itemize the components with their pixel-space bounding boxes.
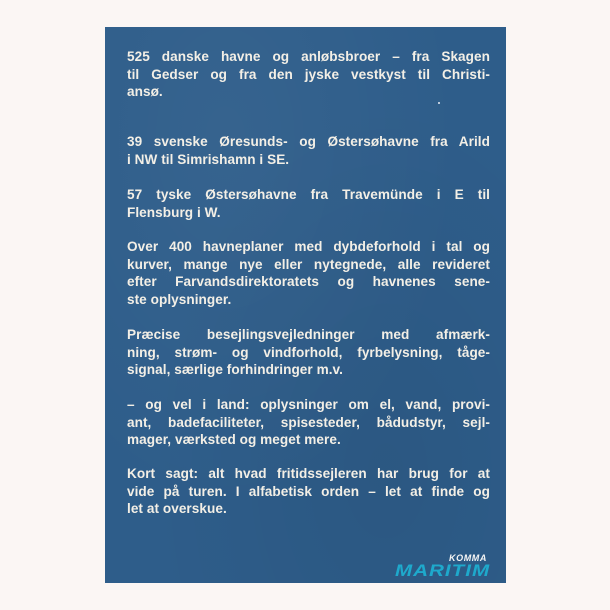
paragraph-swedish-harbours <box>127 133 490 168</box>
text-line: ansø. <box>127 84 163 99</box>
publisher-logo <box>394 553 490 580</box>
paragraph-danish-harbours <box>127 48 490 101</box>
paragraph-german-harbours <box>127 186 490 221</box>
text-line: – og vel i land: oplysninger om el, vand, provi- <box>127 397 490 412</box>
text-line: 39 svenske Øresunds- og Østersøhavne fra Arild <box>127 134 490 149</box>
text-line: i NW til Simrishamn i SE. <box>127 151 290 167</box>
text-line: vide på turen. I alfabetisk orden – let at finde og <box>127 483 490 499</box>
paragraph-summary <box>127 465 490 518</box>
logo-komma-text: KOMMA <box>449 553 487 563</box>
logo-maritim-text: MARITIM <box>394 562 490 580</box>
paragraph-harbour-plans <box>127 238 490 308</box>
text-line: mager, værksted og meget mere. <box>127 432 341 447</box>
book-back-cover <box>105 27 506 583</box>
paragraph-on-land <box>127 396 490 449</box>
text-line: til Gedser og fra den jyske vestkyst til Christi- <box>127 66 490 82</box>
text-line: 525 danske havne og anløbsbroer – fra Skagen <box>127 49 490 64</box>
text-line: Kort sagt: alt hvad fritidssejleren har brug for at <box>127 466 490 481</box>
text-line: ste oplysninger. <box>127 291 232 307</box>
text-line: Flensburg i W. <box>127 204 221 220</box>
text-line: Over 400 havneplaner med dybdeforhold i tal og <box>127 239 490 254</box>
text-line: Præcise besejlingsvejledninger med afmærk- <box>127 327 490 342</box>
paragraph-navigation-guidance <box>127 326 490 379</box>
text-line: ant, badefaciliteter, spisesteder, bådudstyr, sejl- <box>127 414 490 430</box>
text-line: kurver, mange nye eller nytegnede, alle revideret <box>127 256 490 272</box>
text-line: ning, strøm- og vindforhold, fyrbelysning, tåge- <box>127 344 490 360</box>
text-line: 57 tyske Østersøhavne fra Travemünde i E til <box>127 187 490 202</box>
text-line: signal, særlige forhindringer m.v. <box>127 362 343 377</box>
text-line: efter Farvandsdirektoratets og havnenes sene- <box>127 274 490 289</box>
text-line: let at overskue. <box>127 501 227 516</box>
print-speck <box>438 102 440 104</box>
